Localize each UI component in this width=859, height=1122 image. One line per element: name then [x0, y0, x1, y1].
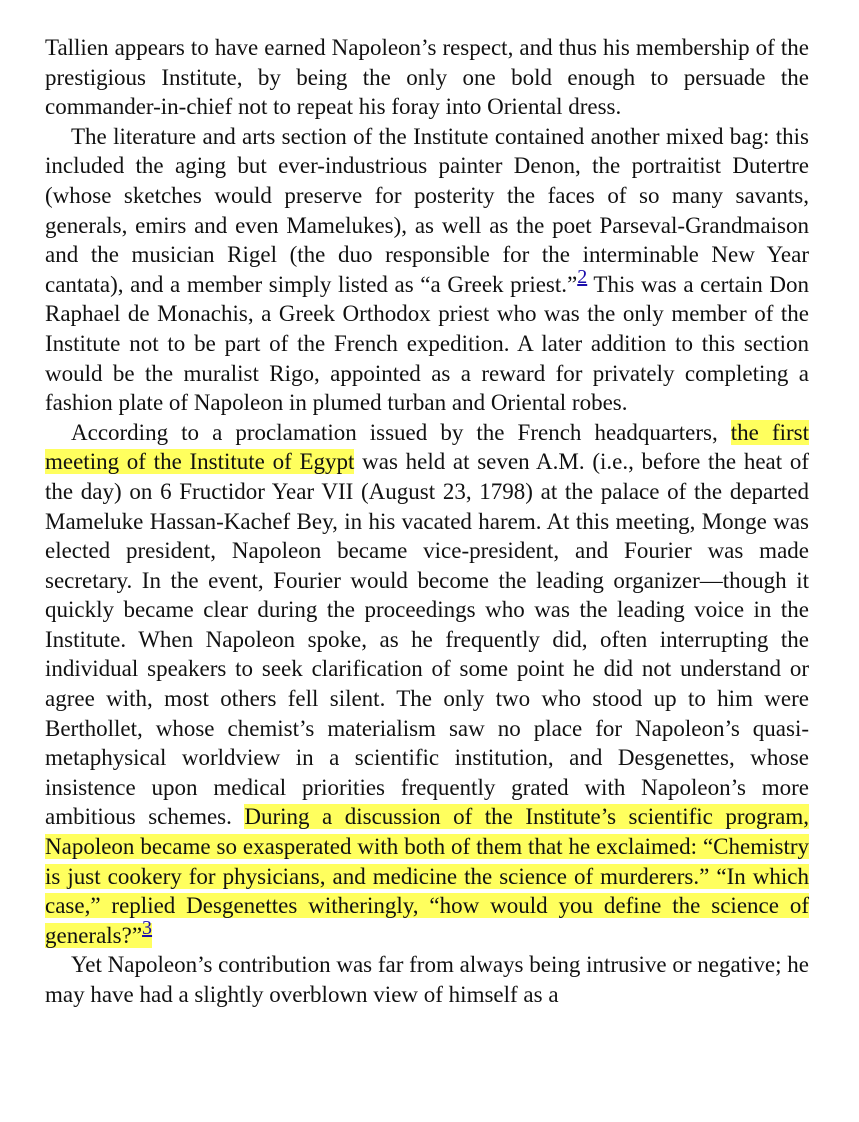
paragraph-3-text-b: was held at seven A.M. (i.e., before the heat of the day) on 6 Fructidor Year VII (August 23, 1798) at the palace of the departed Mameluke Hassan-Kachef Bey, in his vacated harem. At this meeting, Monge was elected president, Napoleon became vice-president, and Fourier was made secretary. In the event, Fourier would become the leading organizer—though it quickly became clear during the proceedings who was the leading voice in the Institute. When Napoleon spoke, as he frequently did, often interrupting the individual speakers to seek clarification of some point he did not understand or agree with, most others fell silent. The only two who stood up to him were Berthollet, whose chemist’s materialism saw no place for Napoleon’s quasi-metaphysical worldview in a scientific institution, and Desgenettes, whose insistence upon medical priorities frequently grated with Napoleon’s more ambitious schemes. — [45, 449, 809, 830]
highlight-chemistry-quote-text: During a discussion of the Institute’s scientific program, Napoleon became so exasperated with both of them that he exclaimed: “Chemistry is just cookery for physicians, and medicine the science of murderers.” “In which case,” replied Desgenettes witheringly, “how would you define the science of generals?” — [45, 804, 810, 948]
paragraph-2-text-a: The literature and arts section of the Institute contained another mixed bag: this included the aging but ever-industrious painter Denon, the portraitist Dutertre (whose sketches would preserve for posterity the faces of so many savants, generals, emirs and even Mamelukes), as well as the poet Parseval-Grandmaison and the musician Rigel (the duo responsible for the interminable New Year cantata), and a member simply listed as “a Greek priest.” — [45, 123, 809, 297]
paragraph-2 — [45, 122, 809, 418]
highlight-first-meeting[interactable]: the first meeting of the Institute of Egypt — [45, 419, 809, 475]
paragraph-1-text: Tallien appears to have earned Napoleon’s respect, and thus his membership of the prestigious Institute, by being the only one bold enough to persuade the commander-in-chief not to repeat his foray into Oriental dress. — [45, 35, 809, 120]
footnote-link-3[interactable]: 3 — [142, 916, 153, 939]
paragraph-4-text: Yet Napoleon’s contribution was far from always being intrusive or negative; he may have had a slightly overblown view of himself as a — [45, 952, 809, 1007]
book-page — [45, 33, 809, 1010]
paragraph-1 — [45, 33, 809, 122]
paragraph-3-text-a: According to a proclamation issued by the French headquarters, — [71, 419, 731, 445]
paragraph-3 — [45, 418, 809, 951]
paragraph-2-text-b: This was a certain Don Raphael de Monachis, a Greek Orthodox priest who was the only member of the Institute not to be part of the French expedition. A later addition to this section would be the muralist Rigo, appointed as a reward for privately completing a fashion plate of Napoleon in plumed turban and Oriental robes. — [45, 271, 809, 416]
paragraph-4 — [45, 950, 809, 1009]
footnote-link-2[interactable]: 2 — [577, 265, 588, 288]
